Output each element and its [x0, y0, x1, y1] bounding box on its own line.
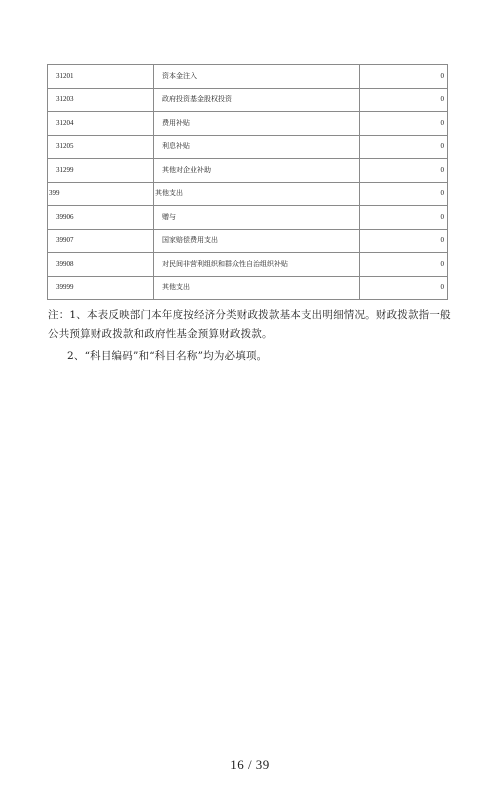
subject-code-cell: 31203	[48, 88, 154, 112]
subject-code-cell: 31299	[48, 159, 154, 183]
table-row	[48, 159, 448, 183]
table-row	[48, 276, 448, 300]
table-row	[48, 135, 448, 159]
table-row	[48, 182, 448, 206]
subject-code-cell: 399	[48, 182, 154, 206]
table-notes	[48, 306, 452, 366]
subject-code-cell: 39907	[48, 229, 154, 253]
subject-name-cell: 政府投资基金股权投资	[154, 88, 360, 112]
subject-code-cell: 39906	[48, 206, 154, 230]
page-number: 16 / 39	[230, 757, 270, 772]
table-row	[48, 253, 448, 277]
note-1: 注：1、本表反映部门本年度按经济分类财政拨款基本支出明细情况。财政拨款指一般公共预算财政拨款和政府性基金预算财政拨款。	[48, 309, 451, 340]
amount-cell: 0	[360, 182, 448, 206]
table-row	[48, 206, 448, 230]
subject-name-cell: 其他支出	[154, 276, 360, 300]
expenditure-table	[47, 64, 448, 300]
subject-name-cell: 赠与	[154, 206, 360, 230]
table-row	[48, 65, 448, 89]
amount-cell: 0	[360, 253, 448, 277]
amount-cell: 0	[360, 88, 448, 112]
subject-name-cell: 其他支出	[154, 182, 360, 206]
subject-name-cell: 其他对企业补助	[154, 159, 360, 183]
subject-name-cell: 国家赔偿费用支出	[154, 229, 360, 253]
note-2: 2、“科目编码”和“科目名称”均为必填项。	[67, 350, 268, 362]
subject-name-cell: 费用补贴	[154, 112, 360, 136]
amount-cell: 0	[360, 135, 448, 159]
amount-cell: 0	[360, 112, 448, 136]
subject-name-cell: 对民间非营利组织和群众性自治组织补贴	[154, 253, 360, 277]
amount-cell: 0	[360, 276, 448, 300]
table-row	[48, 88, 448, 112]
amount-cell: 0	[360, 159, 448, 183]
subject-code-cell: 31205	[48, 135, 154, 159]
subject-name-cell: 资本金注入	[154, 65, 360, 89]
amount-cell: 0	[360, 65, 448, 89]
amount-cell: 0	[360, 206, 448, 230]
amount-cell: 0	[360, 229, 448, 253]
table-row	[48, 229, 448, 253]
table-row	[48, 112, 448, 136]
subject-name-cell: 利息补贴	[154, 135, 360, 159]
subject-code-cell: 39999	[48, 276, 154, 300]
subject-code-cell: 31204	[48, 112, 154, 136]
subject-code-cell: 31201	[48, 65, 154, 89]
subject-code-cell: 39908	[48, 253, 154, 277]
